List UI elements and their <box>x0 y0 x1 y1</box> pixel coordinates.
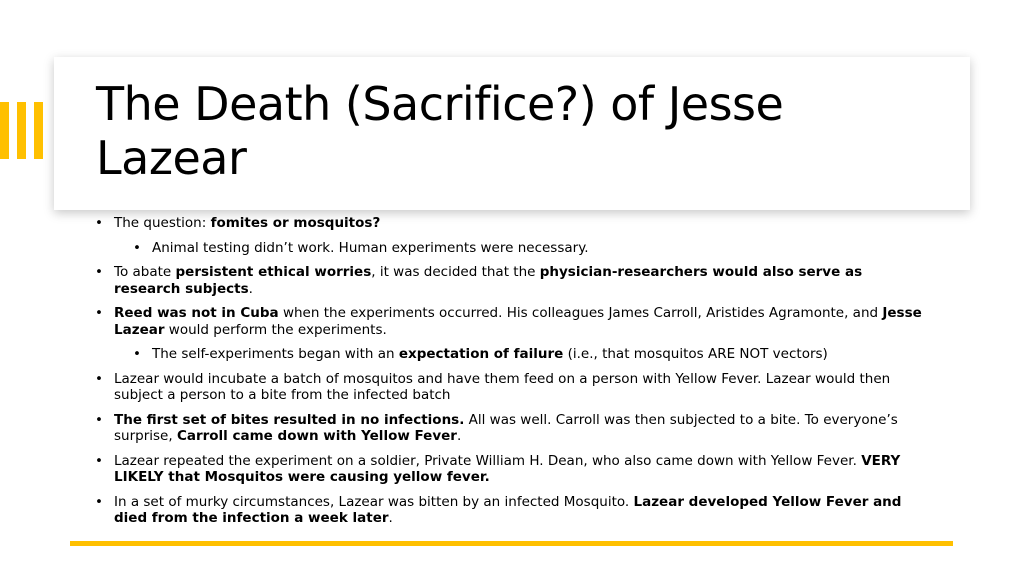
bold-run: physician-researchers would also serve as research subjects <box>114 264 863 297</box>
bullet-dot-icon: • <box>95 370 103 387</box>
bullet-text <box>152 346 828 362</box>
bold-run: Carroll came down with Yellow Fever <box>176 428 457 444</box>
text-run: , it was decided that the <box>371 264 540 280</box>
bullet-item <box>95 371 925 404</box>
text-run: All was well. Carroll was then subjected to a bite. To everyone’s surprise, <box>114 411 898 444</box>
bold-run: VERY LIKELY that Mosquitos were causing yellow fever. <box>114 452 901 485</box>
bullet-item <box>95 453 925 486</box>
bullet-item <box>95 215 925 232</box>
bold-run: Lazear developed Yellow Fever and died from the infection a week later <box>114 493 902 526</box>
bold-run: Reed was not in Cuba <box>114 305 279 321</box>
bullet-text <box>114 453 900 486</box>
bold-run: persistent ethical worries <box>175 264 372 280</box>
text-run: To abate <box>114 264 176 280</box>
bottom-rule <box>70 541 953 546</box>
title-card <box>54 57 970 210</box>
bullet-text <box>114 305 922 338</box>
bullet-dot-icon: • <box>95 411 103 428</box>
text-run: when the experiments occurred. His colleagues James Carroll, Aristides Agramonte, and <box>278 305 883 321</box>
accent-bar-2 <box>17 102 26 159</box>
bullet-text <box>114 371 890 404</box>
bullet-dot-icon: • <box>95 264 103 280</box>
sub-bullet-item <box>95 240 925 257</box>
bullet-dot-icon: • <box>95 452 103 469</box>
text-run: (i.e., that mosquitos ARE NOT vectors) <box>563 346 828 362</box>
bullet-text <box>114 494 901 527</box>
accent-bar-1 <box>0 102 9 159</box>
text-run: . <box>248 280 253 297</box>
bullet-text <box>114 412 898 445</box>
bold-run: The first set of bites resulted in no infections. <box>114 411 465 428</box>
text-run: Lazear repeated the experiment on a soldier, Private William H. Dean, who also came down with Yellow Fever. <box>114 452 862 469</box>
bullet-item <box>95 412 925 445</box>
text-run: would perform the experiments. <box>164 321 387 338</box>
bold-run: expectation of failure <box>398 346 564 362</box>
slide-title: The Death (Sacrifice?) of Jesse Lazear <box>96 77 784 185</box>
bullet-item <box>95 305 925 338</box>
sub-bullet-item <box>95 346 925 363</box>
bold-run: fomites or mosquitos? <box>210 215 381 231</box>
bold-run: Jesse Lazear <box>114 305 922 338</box>
bullet-text <box>114 215 380 231</box>
text-run: Animal testing didn’t work. Human experiments were necessary. <box>152 239 589 256</box>
bullet-dot-icon: • <box>133 239 141 256</box>
accent-bar-3 <box>34 102 43 159</box>
bullet-dot-icon: • <box>133 346 141 362</box>
bullet-dot-icon: • <box>95 493 103 510</box>
bullet-dot-icon: • <box>95 305 103 321</box>
text-run: Lazear would incubate a batch of mosquitos and have them feed on a person with Yellow Fever. Lazear would then subject a person to a bite from the infected batch <box>114 370 891 403</box>
bullet-list <box>95 215 925 535</box>
text-run: In a set of murky circumstances, Lazear was bitten by an infected Mosquito. <box>114 493 634 510</box>
text-run: . <box>456 428 462 444</box>
bullet-dot-icon: • <box>95 215 103 231</box>
bullet-item <box>95 494 925 527</box>
text-run: The self-experiments began with an <box>152 346 399 362</box>
text-run: The question: <box>114 215 211 231</box>
bullet-text <box>152 240 589 256</box>
bullet-text <box>114 264 862 297</box>
bullet-item <box>95 264 925 297</box>
text-run: . <box>388 510 393 526</box>
